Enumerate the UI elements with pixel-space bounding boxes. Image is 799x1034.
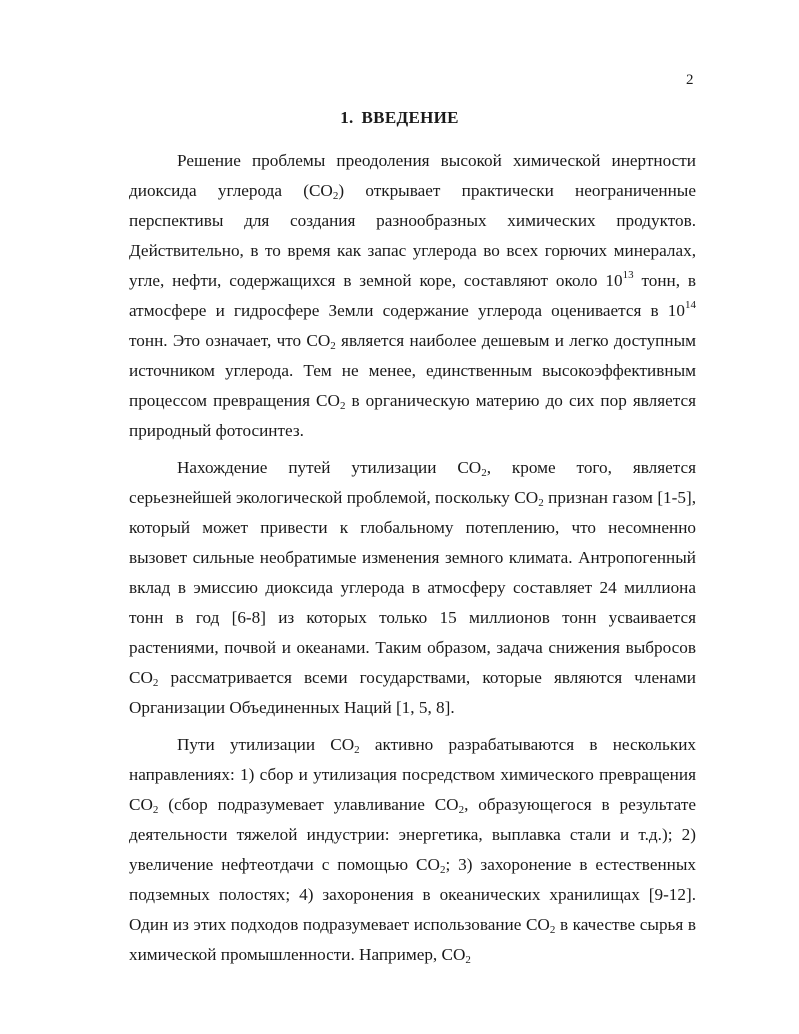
document-body bbox=[129, 146, 696, 970]
section-number: 1. bbox=[340, 108, 354, 127]
paragraph-2: Нахождение путей утилизации $CO_2$, кроме того, является серьезнейшей экологической проблемой, поскольку $CO_2$ признан газом [1-5], который может привести к глобальному потеплению, что несомненно вызовет сильные необратимые изменения земного климата. Антропогенный вклад в эмиссию диоксида углерода в атмосферу составляет 24 миллиона тонн в год [6-8] из которых только 15 миллионов тонн усваивается растениями, почвой и океанами. Таким образом, задача снижения выбросов $CO_2$ рассматривается всеми государствами, которые являются членами Организации Объединенных Наций [1, 5, 8]. bbox=[129, 458, 696, 717]
page-number: 2 bbox=[686, 72, 694, 88]
section-title: ВВЕДЕНИЕ bbox=[361, 108, 459, 127]
section-heading bbox=[0, 108, 799, 128]
paragraph-1: Решение проблемы преодоления высокой химической инертности диоксида углерода $(CO_2)$ открывает практически неограниченные перспективы для создания разнообразных химических продуктов. Действительно, в то время как запас углерода во всех горючих минералах, угле, нефти, содержащихся в земной коре, составляют около $10^{13}$ тонн, в атмосфере и гидросфере Земли содержание углерода оценивается в $10^{14}$ тонн. Это означает, что $CO_2$ является наиболее дешевым и легко доступным источником углерода. Тем не менее, единственным высокоэффективным процессом превращения $CO_2$ в органическую материю до сих пор является природный фотосинтез. bbox=[129, 151, 697, 440]
paragraph-3: Пути утилизации $CO_2$ активно разрабатываются в нескольких направлениях: 1) сбор и утилизация посредством химического превращения $CO_2$ (сбор подразумевает улавливание $CO_2$, образующегося в результате деятельности тяжелой индустрии: энергетика, выплавка стали и т.д.); 2) увеличение нефтеотдачи с помощью $CO_2$; 3) захоронение в естественных подземных полостях; 4) захоронения в океанических хранилищах [9-12]. Один из этих подходов подразумевает использование $CO_2$ в качестве сырья в химической промышленности. Например, $CO_2$ bbox=[129, 735, 696, 966]
